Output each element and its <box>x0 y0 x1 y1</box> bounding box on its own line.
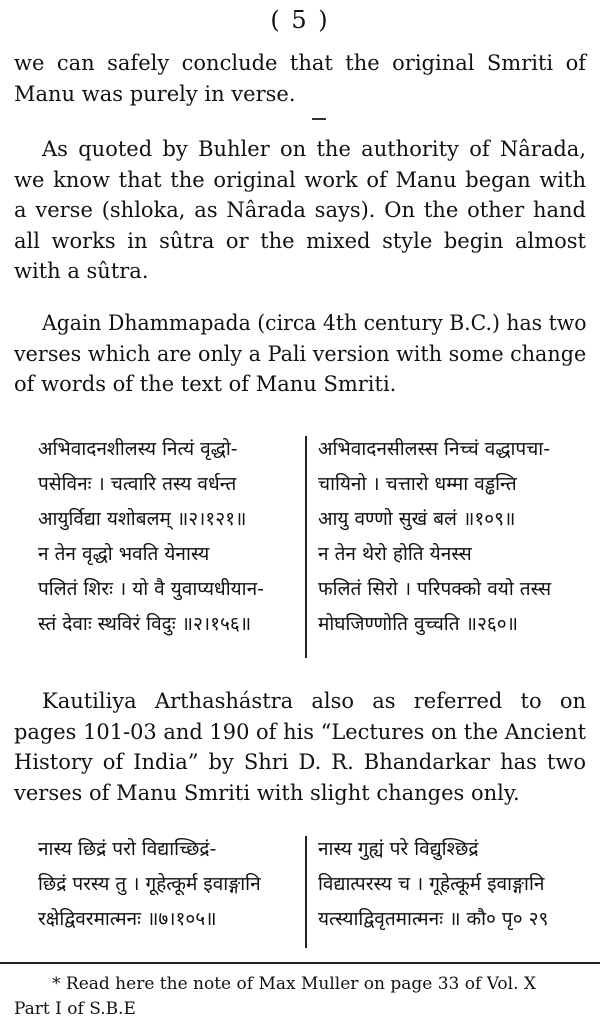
verse-line: पसेविनः । चत्वारि तस्य वर्धन्त <box>38 473 237 495</box>
paragraph-line: all works in sûtra or the mixed style begin almost <box>14 228 586 253</box>
paragraph-2 <box>14 134 586 287</box>
paragraph-line: Manu was purely in verse. <box>14 81 296 106</box>
verse-line: यत्स्याद्विवृतमात्मनः ॥ कौ० पृ० २९ <box>318 908 549 930</box>
verse-line: नास्य छिद्रं परो विद्याच्छिद्रं- <box>38 838 217 860</box>
footnote <box>14 972 586 1022</box>
paragraph-1 <box>14 48 586 109</box>
verse-line: अभिवादनशीलस्य नित्यं वृद्धो- <box>38 438 238 460</box>
verse-line: न तेन थेरो होति येनस्स <box>318 543 472 565</box>
verse-line: आयुर्विद्या यशोबलम् ॥२।१२१॥ <box>38 508 247 530</box>
paragraph-line: we can safely conclude that the original Smriti of <box>14 51 586 75</box>
verse-block-1-sanskrit <box>38 432 296 642</box>
verse-line: चायिनो । चत्तारो धम्मा वड्ढन्ति <box>318 473 517 495</box>
verse-line: छिद्रं परस्य तु । गूहेत्कूर्म इवाङ्गानि <box>38 873 261 895</box>
paragraph-line: History of India” by Shri D. R. Bhandarkar has two <box>14 750 586 774</box>
verse-line: विद्यात्परस्य च । गूहेत्कूर्म इवाङ्गानि <box>318 873 545 895</box>
separator-dash <box>312 118 326 120</box>
paragraph-line: pages 101-03 and 190 of his “Lectures on the Ancient <box>14 719 587 744</box>
verse-line: पलितं शिरः । यो वै युवाप्यधीयान- <box>38 578 264 600</box>
paragraph-line: verses of Manu Smriti with slight changes only. <box>14 780 520 805</box>
verse-line: स्तं देवाः स्थविरं विदुः ॥२।१५६॥ <box>38 613 252 635</box>
verse-line: रक्षेद्विवरमात्मनः ॥७।१०५॥ <box>38 908 217 930</box>
page-number: ( 5 ) <box>270 6 330 34</box>
verse-line: फलितं सिरो । परिपक्को वयो तस्स <box>318 578 552 600</box>
verse-column-divider <box>305 436 307 658</box>
paragraph-line: Kautiliya Arthashástra also as referred to on <box>42 689 586 713</box>
paragraph-line: we know that the original work of Manu began with <box>14 167 586 192</box>
footnote-line: Part I of S.B.E <box>14 999 136 1019</box>
paragraph-3 <box>14 308 586 400</box>
verse-block-1-pali <box>318 432 586 642</box>
footnote-line: * Read here the note of Max Muller on page 33 of Vol. X <box>52 974 537 994</box>
paragraph-4 <box>14 686 586 808</box>
verse-line: अभिवादनसीलस्स निच्चं वद्धापचा- <box>318 438 551 460</box>
paragraph-line: of words of the text of Manu Smriti. <box>14 372 397 396</box>
paragraph-line: As quoted by Buhler on the authority of Nârada, <box>42 137 586 161</box>
paragraph-line: verses which are only a Pali version with some change <box>14 341 587 366</box>
verse-block-2-kautilya <box>318 832 586 937</box>
verse-line: नास्य गुह्यं परे विद्युश्छिद्रं <box>318 838 479 860</box>
paragraph-line: with a sûtra. <box>14 259 149 283</box>
paragraph-line: Again Dhammapada (circa 4th century B.C.) has two <box>42 311 587 335</box>
footnote-rule <box>0 962 600 964</box>
verse-block-2-manu <box>38 832 296 937</box>
paragraph-line: a verse (shloka, as Nârada says). On the other hand <box>14 198 586 222</box>
verse-line: मोघजिण्णोति वुच्चति ॥२६०॥ <box>318 613 518 635</box>
verse-line: न तेन वृद्धो भवति येनास्य <box>38 543 210 565</box>
verse-line: आयु वण्णो सुखं बलं ॥१०९॥ <box>318 508 516 530</box>
verse-column-divider <box>305 836 307 948</box>
